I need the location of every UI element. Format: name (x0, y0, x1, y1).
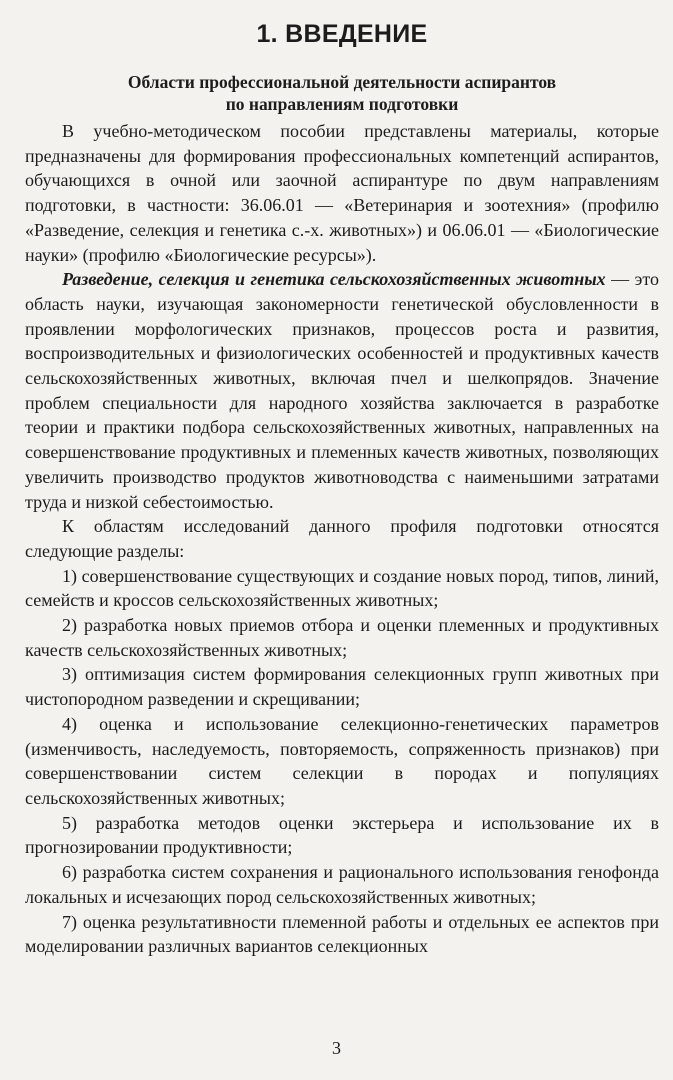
definition-text: — это область науки, изучающая закономерности генетической обусловленности в проявлении морфологических признаков, процессов роста и развития, воспроизводительных и физиологических особенностей и продуктивных качеств сельскохозяйственных животных, включая пчел и шелкопрядов. Значение проблем специальности для народного хозяйства заключается в разработке теории и практики подбора сельскохозяйственных животных, направленных на совершенствование продуктивных и племенных качеств животных, позволяющих увеличить производство продуктов животноводства с наименьшими затратами труда и низкой себестоимостью. (25, 269, 660, 512)
chapter-title: 1. ВВЕДЕНИЕ (256, 20, 428, 48)
list-item-7: 7) оценка результативности племенной работы и отдельных ее аспектов при моделировании различных вариантов селекционных (25, 911, 659, 957)
paragraph-research-areas: К областям исследований данного профиля подготовки относятся следующие разделы: (25, 516, 659, 561)
list-item-1: 1) совершенствование существующих и создание новых пород, типов, линий, семейств и кроссов сельскохозяйственных животных; (25, 565, 659, 611)
list-item-3: 3) оптимизация систем формирования селекционных групп животных при чистопородном разведении и скрещивании; (25, 664, 659, 710)
section-heading-line-1: Области профессиональной деятельности аспирантов (127, 72, 557, 92)
defined-term: Разведение, селекция и генетика сельскохозяйственных животных (62, 269, 606, 290)
list-item-6: 6) разработка систем сохранения и рационального использования генофонда локальных и исчезающих пород сельскохозяйственных животных; (25, 862, 659, 907)
list-item-2: 2) разработка новых приемов отбора и оценки племенных и продуктивных качеств сельскохозяйственных животных; (25, 615, 659, 660)
list-item-5: 5) разработка методов оценки экстерьера и использование их в прогнозировании продуктивности; (25, 812, 659, 858)
paragraph-definition (25, 267, 659, 514)
list-item-4: 4) оценка и использование селекционно-генетических параметров (изменчивость, наследуемость, повторяемость, сопряженность признаков) при совершенствовании систем селекции в породах и популяциях сельскохозяйственных животных; (25, 713, 659, 808)
section-heading-line-2: по направлениям подготовки (225, 94, 459, 114)
paragraph-intro: В учебно-методическом пособии представлены материалы, которые предназначены для формирования профессиональных компетенций аспирантов, обучающихся в очной или заочной аспирантуре по двум направлениям подготовки, в частности: 36.06.01 — «Ветеринария и зоотехния» (профилю «Разведение, селекция и генетика с.-х. животных») и 06.06.01 — «Биологические науки» (профилю «Биологические ресурсы»). (25, 121, 659, 265)
body-text (25, 119, 659, 959)
page-number: 3 (332, 1038, 341, 1058)
section-heading (25, 71, 659, 115)
